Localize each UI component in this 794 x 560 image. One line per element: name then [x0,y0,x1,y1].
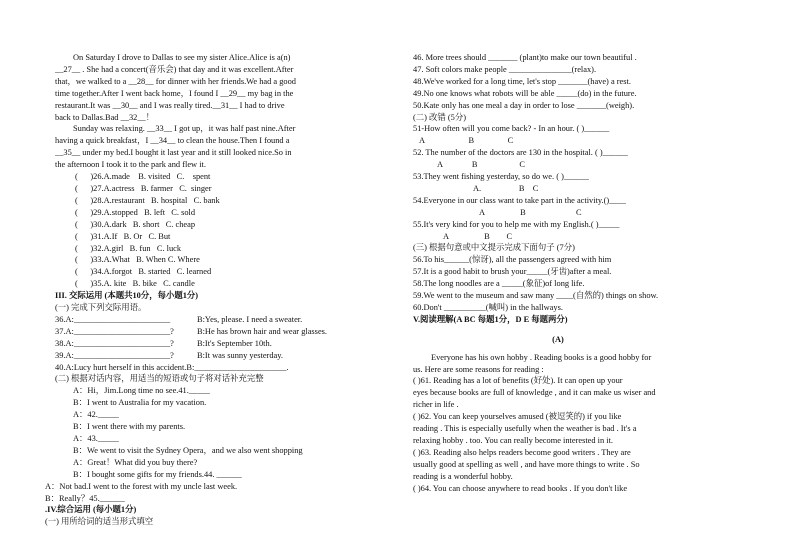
fill-line: A：43._____ [73,434,119,443]
passage-line: back to Dallas.Bad __32__！ [55,112,155,122]
reading-line: richer in life . [413,400,459,410]
dialog-row [55,314,340,326]
fill-line: A：Great！What did you buy there? [73,457,198,467]
reading-line: us. Here are some reasons for reading : [413,364,544,374]
option-row: ( )35.A. kite B. bike C. candle [75,279,195,289]
dialog-answer: B:Yes, please. I need a sweater. [197,314,303,324]
exercise-line: 49.No one knows what robots will be able _____(do) in the future. [413,88,637,98]
option-row: ( )33.A.What B. When C. Where [75,255,200,265]
exercise-line: 60.Don't __________(喊叫) in the hallways. [413,302,563,312]
section-heading: III. 交际运用 (本题共10分，每小题1分) [55,291,199,301]
fill-line: A：Hi，Jim.Long time no see.41._____ [73,386,210,396]
option-row: ( )29.A.stopped B. left C. sold [75,207,196,217]
exercise-line: 48.We've worked for a long time, let's stop _______(have) a rest. [413,76,631,86]
option-row: ( )30.A.dark B. short C. cheap [75,219,196,229]
question-40: 40.A:Lucy hurt herself in this accident.B:______________________. [55,362,289,372]
passage-line: having a quick breakfast，I __34__ to clean the house.Then I found a [55,136,290,146]
reading-title: (A) [552,334,564,344]
reading-line: ( )61. Reading has a lot of benefits (好处). It can open up your [413,376,623,386]
right-column [413,52,703,495]
correction-question: 54.Everyone in our class want to take part in the activity.()____ [413,195,626,205]
section-heading: V.阅读理解(A BC 每题1分，D E 每题两分) [413,314,568,324]
dialog-question: 36.A:_______________________ [55,314,171,324]
reading-line: relaxing hobby . too. You can really become interested in it. [413,436,614,446]
dialog-answer: B:It was sunny yesterday. [197,350,283,360]
option-row: ( )27.A.actress B. farmer C. singer [75,183,212,193]
exercise-line: 56.To his______(惊讶), all the passengers agreed with him [413,255,612,265]
passage-line: the afternoon I took it to the park and flew it. [55,160,206,170]
passage-line: time together.After I went back home，I found I __29__ my bag in the [55,88,294,98]
section-subheading: (一) 完成下列交际用语。 [55,303,147,313]
correction-letters: A B C [479,207,582,217]
option-row: ( )26.A.made B. visited C. spent [75,172,211,182]
correction-letters: A B C [437,160,525,170]
passage-line: On Saturday I drove to Dallas to see my sister Alice.Alice is a(n) [73,53,291,62]
section-subheading: (三) 根据句意或中文提示完成下面句子 (7分) [413,243,575,253]
exercise-line: 58.The long noodles are a _____(象征)of long life. [413,279,585,289]
exercise-line: 57.It is a good habit to brush your_____(牙齿)after a meal. [413,267,612,277]
reading-line: ( )64. You can choose anywhere to read books . If you don't like [413,483,628,493]
fill-line: B：I bought some gifts for my friends.44. ______ [73,469,242,479]
reading-line: ( )63. Reading also helps readers become good writers . They are [413,447,631,457]
correction-letters: A B C [443,231,513,241]
dialog-row [55,350,340,362]
correction-question: 53.They went fishing yesterday, so do we. ( )______ [413,172,589,182]
exercise-line: 50.Kate only has one meal a day in order to lose _______(weigh). [413,100,635,110]
passage-line: that，we walked to a __28__ for dinner with her friends.We had a good [55,76,296,86]
dialog-answer: B:It's September 10th. [197,338,272,348]
reading-line: Everyone has his own hobby . Reading books is a good hobby for [431,352,652,362]
correction-letters: A B C [419,136,514,146]
passage-line: Sunday was relaxing. __33__ I got up，it was half past nine.After [73,124,296,134]
dialog-answer: B:He has brown hair and wear glasses. [197,326,328,336]
reading-line: usually good at spelling as well , and have more things to write . So [413,459,640,469]
dialog-question: 37.A:_______________________? [55,326,174,336]
section-subheading: (二) 改错 (5分) [413,112,467,122]
exercise-line: 47. Soft colors make people _______________(relax). [413,64,597,74]
reading-line: ( )62. You can keep yourselves amused (被逗笑的) if you like [413,412,622,422]
dialog-row [55,338,340,350]
section-subheading: (二) 根据对话内容，用适当的短语或句子将对话补充完整 [55,374,264,384]
section-subheading: (一) 用所给词的适当形式填空 [45,517,154,527]
correction-question: 51-How often will you come back? - In an hour. ( )______ [413,124,610,134]
dialog-question: 39.A:_______________________? [55,350,174,360]
option-row: ( )34.A.forgot B. started C. learned [75,267,212,277]
fill-line: B：I went to Australia for my vacation. [73,398,207,408]
fill-line: A：Not bad.I went to the forest with my uncle last week. [45,481,238,491]
reading-line: reading . This is especially usefully when the weather is bad . It's a [413,424,637,434]
section-heading: .IV.综合运用 (每小题1分) [45,505,137,515]
exercise-line: 59.We went to the museum and saw many ____(自然的) things on show. [413,291,659,301]
passage-line: __27__ . She had a concert(音乐会) that day and it was excellent.After [55,64,294,74]
correction-question: 52. The number of the doctors are 130 in the hospital. ( )______ [413,148,628,158]
passage-line: __35__ under my bed.I bought it last year and it still looked nice.So in [55,148,292,158]
fill-line: A：42._____ [73,410,119,420]
passage-line: restaurant.It was __30__ and I was really tired.__31__ I had to drive [55,100,285,110]
fill-line: B：Really？45.______ [45,493,125,503]
fill-line: B：We went to visit the Sydney Opera，and we also went shopping [73,445,303,455]
dialog-row [55,326,340,338]
fill-line: B：I went there with my parents. [73,422,186,432]
option-row: ( )32.A.girl B. fun C. luck [75,243,182,253]
option-row: ( )31.A.If B. Or C. But [75,231,171,241]
reading-line: eyes because books are full of knowledge , and it can make us wiser and [413,388,656,398]
reading-line: reading is a wonderful hobby. [413,471,513,481]
correction-letters: A. B C [473,183,539,193]
exercise-line: 46. More trees should _______ (plant)to make our town beautiful . [413,53,637,62]
option-row: ( )28.A.restaurant B. hospital C. bank [75,195,220,205]
correction-question: 55.It's very kind for you to help me with my English.( )_____ [413,219,620,229]
dialog-question: 38.A:_______________________? [55,338,174,348]
left-column [45,52,340,528]
